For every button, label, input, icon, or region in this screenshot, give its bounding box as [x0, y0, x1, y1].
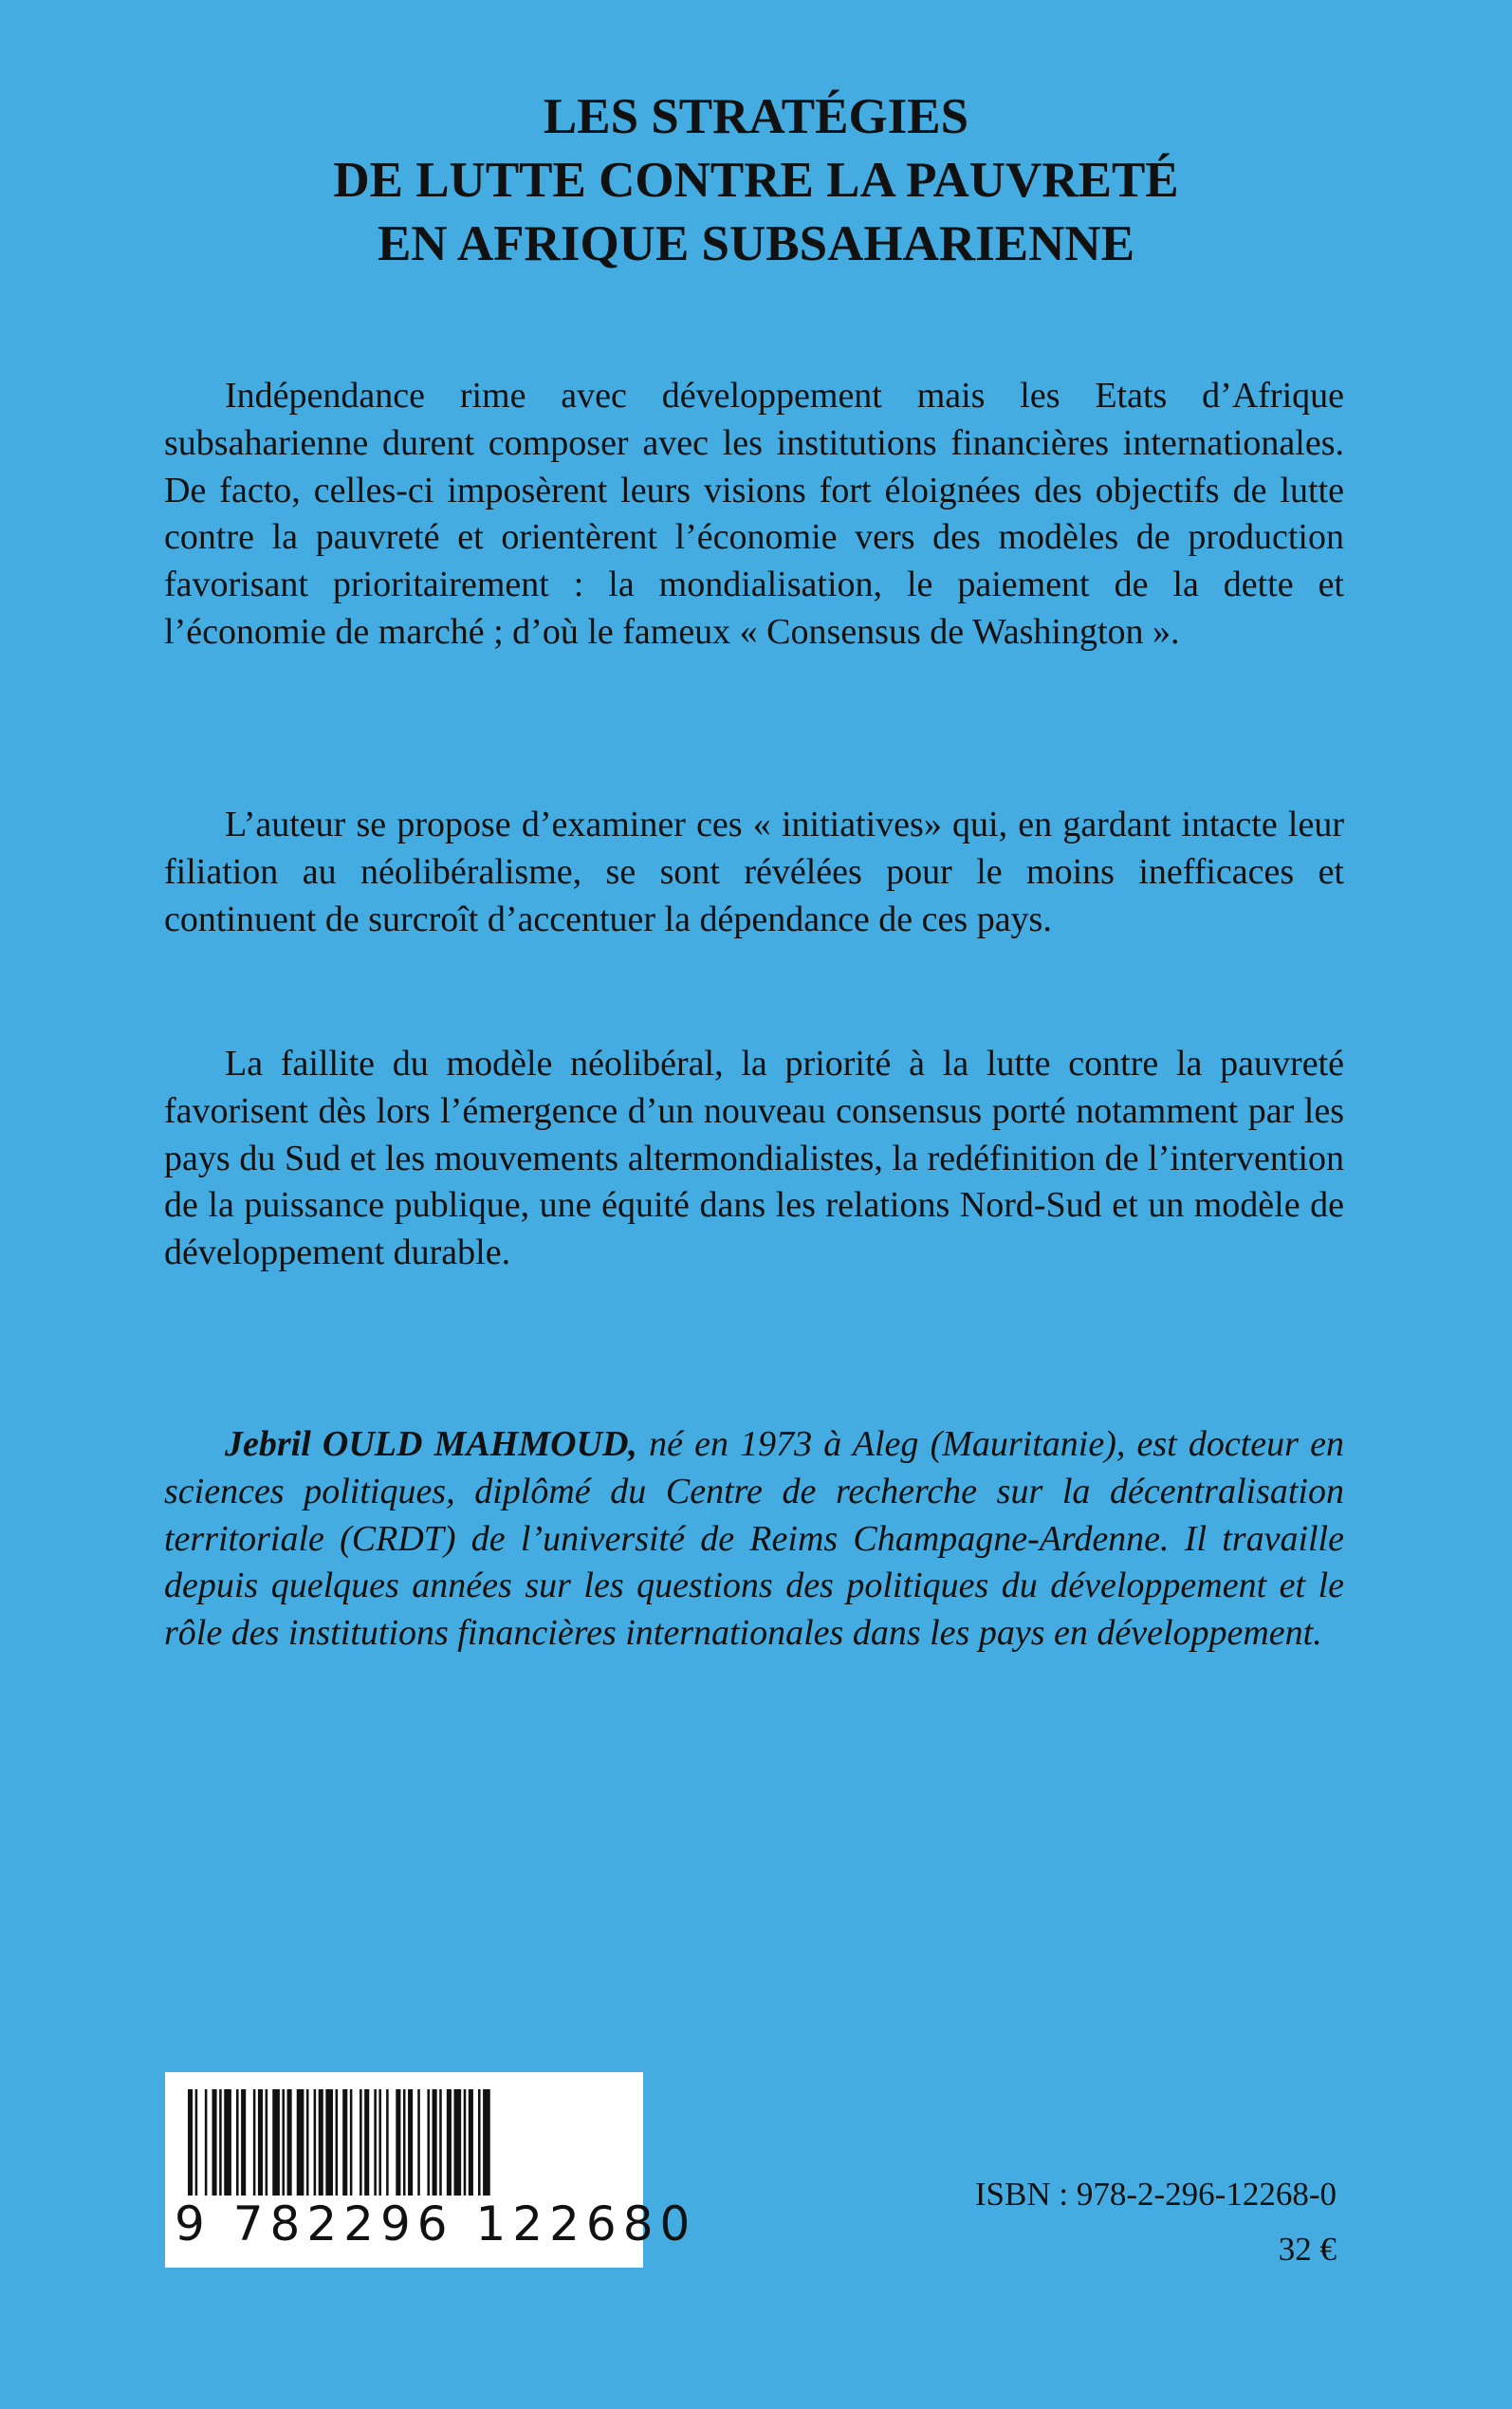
barcode-bar: [319, 2089, 323, 2196]
barcode-bars: [182, 2089, 626, 2201]
barcode-bar: [433, 2089, 437, 2196]
barcode-bar: [336, 2089, 339, 2196]
barcode-bar: [219, 2089, 222, 2196]
barcode-bar: [350, 2089, 353, 2196]
barcode-bar: [439, 2089, 442, 2196]
barcode-bar: [314, 2089, 317, 2196]
barcode-bar: [374, 2089, 377, 2196]
barcode-bar: [272, 2089, 280, 2196]
summary-paragraph-2: L’auteur se propose d’examiner ces « initiatives» qui, en gardant intacte leur filiation au néolibéralisme, se sont révélées pour le moins inefficaces et continuent de surcroît d’accentuer la dépendance de ces pays.: [164, 805, 1344, 939]
title-line-3: EN AFRIQUE SUBSAHARIENNE: [377, 216, 1135, 271]
barcode-bar: [224, 2089, 231, 2196]
barcode-bar: [188, 2089, 193, 2196]
price-label: 32 €: [1278, 2231, 1337, 2268]
barcode-bar: [360, 2089, 362, 2196]
barcode-bar: [378, 2089, 381, 2196]
barcode-bar: [342, 2089, 347, 2196]
summary-paragraph-3: La faillite du modèle néolibéral, la priorité à la lutte contre la pauvreté favorisent dès lors l’émergence d’un nouveau consensus porté notamment par les pays du Sud et les mouvements altermondialistes, la redéfinition de l’intervention de la puissance publique, une équité dans les relations Nord-Sud et un modèle de développement durable.: [164, 1044, 1344, 1273]
author-bio-text: né en 1973 à Aleg (Mauritanie), est docteur en sciences politiques, diplômé du Centre de recherche sur la décentralisation territoriale (CRDT) de l’université de Reims Champagne-Ardenne. Il travaille depuis quelques années sur les questions des politiques du développement et le rôle des institutions financières internationales dans les pays en développement.: [164, 1424, 1344, 1654]
barcode-bar: [408, 2089, 413, 2196]
barcode-digits: 9 782296 122680: [175, 2196, 697, 2251]
barcode-bar: [469, 2089, 473, 2196]
barcode-bar: [241, 2089, 246, 2196]
barcode: [165, 2072, 697, 2268]
barcode-bar: [253, 2089, 256, 2196]
barcode-bar: [483, 2089, 490, 2196]
barcode-bar: [282, 2089, 285, 2196]
isbn-label: ISBN : 978-2-296-12268-0: [974, 2176, 1337, 2213]
barcode-bar: [297, 2089, 304, 2196]
barcode-bar: [454, 2089, 462, 2196]
title-line-2: DE LUTTE CONTRE LA PAUVRETÉ: [333, 153, 1179, 208]
barcode-bar: [386, 2089, 389, 2196]
barcode-bar: [403, 2089, 406, 2196]
barcode-bar: [205, 2089, 208, 2196]
barcode-bar: [212, 2089, 217, 2196]
barcode-bar: [427, 2089, 430, 2196]
title-line-1: LES STRATÉGIES: [543, 89, 969, 144]
barcode-bar: [306, 2089, 309, 2196]
book-title: [0, 85, 1512, 276]
summary-paragraph-1: Indépendance rime avec développement mais les Etats d’Afrique subsaharienne durent composer avec les institutions financières internationales. De facto, celles-ci imposèrent leurs visions fort éloignées des objectifs de lutte contre la pauvreté et orientèrent l’économie vers des modèles de production favorisant prioritairement : la mondialisation, le paiement de la dette et l’économie de marché ; d’où le fameux « Consensus de Washington ».: [164, 376, 1344, 652]
barcode-bar: [464, 2089, 467, 2196]
barcode-bar: [236, 2089, 239, 2196]
barcode-bar: [396, 2089, 400, 2196]
barcode-bar: [478, 2089, 481, 2196]
barcode-bar: [287, 2089, 292, 2196]
barcode-bar: [417, 2089, 420, 2196]
barcode-bar: [258, 2089, 263, 2196]
author-bio: [164, 1421, 1344, 1658]
barcode-bar: [325, 2089, 333, 2196]
barcode-bar: [447, 2089, 452, 2196]
barcode-bar: [195, 2089, 198, 2196]
barcode-bar: [364, 2089, 369, 2196]
barcode-bar: [266, 2089, 268, 2196]
author-name: Jebril OULD MAHMOUD,: [225, 1424, 637, 1464]
